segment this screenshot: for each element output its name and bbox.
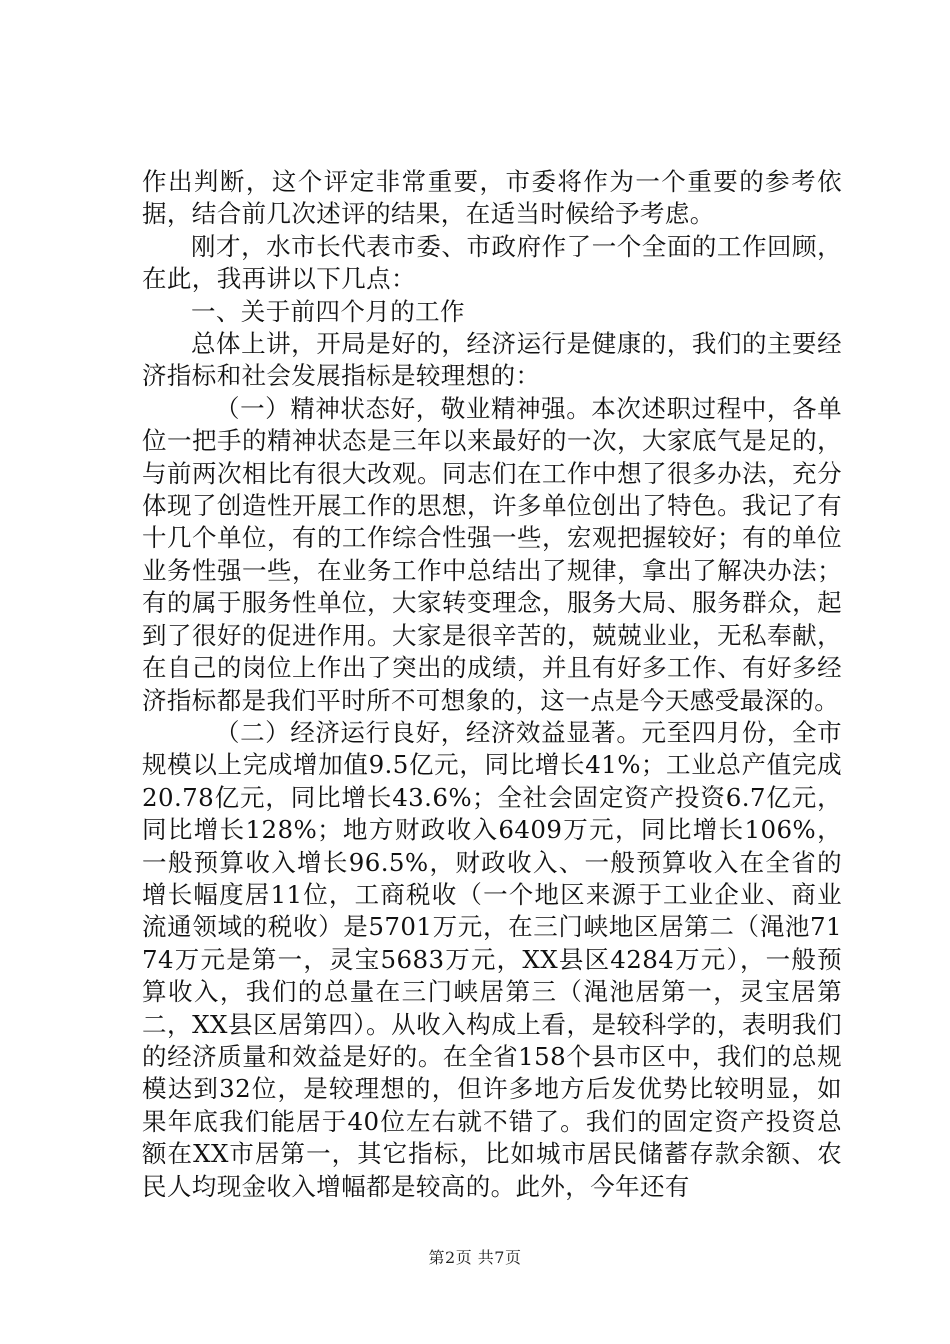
- paragraph-point-one: （一）精神状态好，敬业精神强。本次述职过程中，各单位一把手的精神状态是三年以来最好的一次，大家底气是足的，与前两次相比有很大改观。同志们在工作中想了很多办法，充分体现了创造性开展工作的思想，许多单位创出了特色。我记了有十几个单位，有的工作综合性强一些，宏观把握较好；有的单位业务性强一些，在业务工作中总结出了规律，拿出了解决办法；有的属于服务性单位，大家转变理念，服务大局、服务群众，起到了很好的促进作用。大家是很辛苦的，兢兢业业，无私奉献，在自己的岗位上作出了突出的成绩，并且有好多工作、有好多经济指标都是我们平时所不可想象的，这一点是今天感受最深的。: [142, 393, 842, 715]
- document-body: [142, 166, 842, 1203]
- paragraph-intro: 刚才，水市长代表市委、市政府作了一个全面的工作回顾，在此，我再讲以下几点：: [142, 231, 842, 294]
- paragraph-overview: 总体上讲，开局是好的，经济运行是健康的，我们的主要经济指标和社会发展指标是较理想的：: [142, 329, 842, 391]
- paragraph-point-two: （二）经济运行良好，经济效益显著。元至四月份，全市规模以上完成增加值9.5亿元，同比增长41%；工业总产值完成20.78亿元，同比增长43.6%；全社会固定资产投资6.7亿元，同比增长128%；地方财政收入6409万元，同比增长106%，一般预算收入增长96.5%，财政收入、一般预算收入在全省的增长幅度居11位，工商税收（一个地区来源于工业企业、商业流通领域的税收）是5701万元，在三门峡地区居第二（渑池7174万元是第一，灵宝5683万元，XX县区4284万元），一般预算收入，我们的总量在三门峡居第三（渑池居第一，灵宝居第二，XX县区居第四）。从收入构成上看，是较科学的，表明我们的经济质量和效益是好的。在全省158个县市区中，我们的总规模达到32位，是较理想的，但许多地方后发优势比较明显，如果年底我们能居于40位左右就不错了。我们的固定资产投资总额在XX市居第一，其它指标，比如城市居民储蓄存款余额、农民人均现金收入增幅都是较高的。此外，今年还有: [142, 717, 842, 1201]
- section-heading: 一、关于前四个月的工作: [191, 296, 465, 326]
- page-footer: 第2页 共7页: [428, 1248, 522, 1267]
- paragraph-continuation: 作出判断，这个评定非常重要，市委将作为一个重要的参考依据，结合前几次述评的结果，在适当时候给予考虑。: [142, 167, 842, 229]
